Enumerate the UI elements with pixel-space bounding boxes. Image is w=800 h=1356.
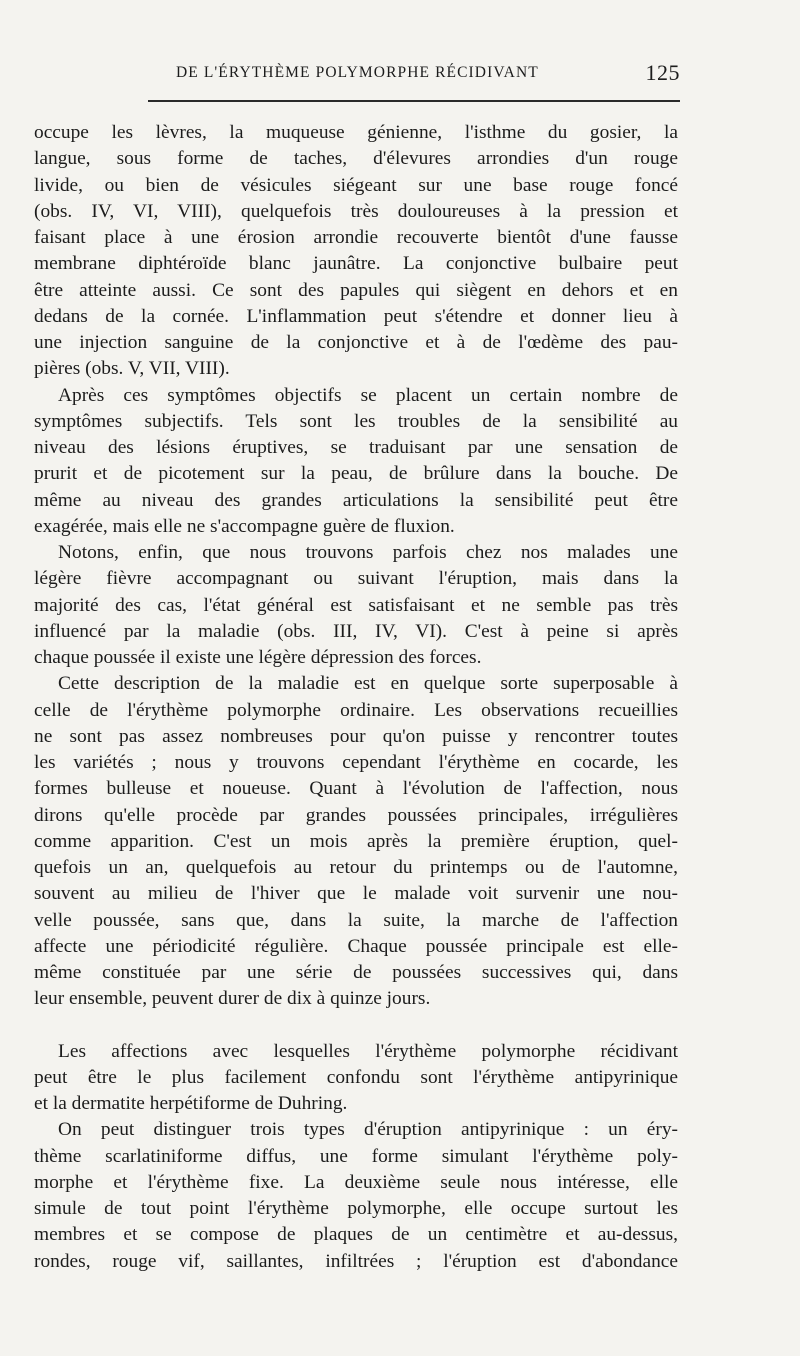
text-line: prurit et de picotement sur la peau, de brûlure dans la bouche. De: [34, 463, 678, 485]
text-line: Notons, enfin, que nous trouvons parfois chez nos malades une: [58, 542, 678, 563]
text-line: même au niveau des grandes articulations la sensibilité peut être: [34, 489, 678, 511]
text-line: Cette description de la maladie est en quelque sorte superposable à: [58, 673, 678, 695]
text-line: membrane diphtéroïde blanc jaunâtre. La conjonctive bulbaire peut: [34, 253, 678, 275]
text-line: livide, ou bien de vésicules siégeant sur une base rouge foncé: [34, 174, 678, 196]
text-line: Les affections avec lesquelles l'érythème polymorphe récidivant: [58, 1040, 678, 1062]
text-line: même constituée par une série de poussées successives qui, dans: [34, 962, 678, 983]
text-line: et la dermatite herpétiforme de Duhring.: [34, 1093, 348, 1114]
text-line: rondes, rouge vif, saillantes, infiltrées ; l'éruption est d'abondance: [34, 1250, 678, 1272]
text-line: langue, sous forme de taches, d'élevures arrondies d'un rouge: [34, 148, 678, 170]
text-line: velle poussée, sans que, dans la suite, la marche de l'affection: [34, 909, 678, 931]
header-rule: [148, 100, 680, 102]
text-line: chaque poussée il existe une légère dépression des forces.: [34, 647, 482, 668]
text-line: leur ensemble, peuvent durer de dix à quinze jours.: [34, 988, 431, 1010]
text-line: dirons qu'elle procède par grandes poussées principales, irrégulières: [34, 804, 678, 826]
text-line: une injection sanguine de la conjonctive et à de l'œdème des pau-: [34, 332, 678, 353]
text-line: On peut distinguer trois types d'éruption antipyrinique : un éry-: [58, 1119, 678, 1141]
text-line: faisant place à une érosion arrondie recouverte bientôt d'une fausse: [34, 227, 678, 248]
running-title: DE L'ÉRYTHÈME POLYMORPHE RÉCIDIVANT: [176, 64, 539, 81]
text-line: ne sont pas assez nombreuses pour qu'on puisse y rencontrer toutes: [34, 725, 678, 747]
text-line: influencé par la maladie (obs. III, IV, VI). C'est à peine si après: [34, 620, 678, 642]
text-line: dedans de la cornée. L'inflammation peut s'étendre et donner lieu à: [34, 305, 678, 327]
text-line: (obs. IV, VI, VIII), quelquefois très douloureuses à la pression et: [34, 200, 678, 222]
text-line: morphe et l'érythème fixe. La deuxième seule nous intéresse, elle: [34, 1171, 678, 1193]
text-line: affecte une périodicité régulière. Chaque poussée principale est elle-: [34, 935, 678, 957]
text-line: pières (obs. V, VII, VIII).: [34, 358, 230, 380]
text-line: membres et se compose de plaques de un centimètre et au-dessus,: [34, 1224, 678, 1246]
text-line: thème scarlatiniforme diffus, une forme simulant l'érythème poly-: [34, 1145, 678, 1167]
text-line: légère fièvre accompagnant ou suivant l'éruption, mais dans la: [34, 568, 678, 590]
page-number: 125: [645, 60, 680, 85]
text-line: symptômes subjectifs. Tels sont les troubles de la sensibilité au: [34, 410, 678, 432]
text-line: formes bulleuse et noueuse. Quant à l'évolution de l'affection, nous: [34, 778, 678, 800]
text-line: occupe les lèvres, la muqueuse génienne, l'isthme du gosier, la: [34, 122, 678, 143]
running-header: [148, 62, 678, 88]
paragraph-gap: [34, 1013, 678, 1039]
text-line: peut être le plus facilement confondu sont l'érythème antipyrinique: [34, 1066, 678, 1088]
text-line: majorité des cas, l'état général est satisfaisant et ne semble pas très: [34, 594, 678, 616]
body-text: [34, 120, 678, 1275]
text-line: être atteinte aussi. Ce sont des papules qui siègent en dehors et en: [34, 279, 678, 301]
text-line: niveau des lésions éruptives, se traduisant par une sensation de: [34, 437, 678, 458]
text-line: souvent au milieu de l'hiver que le malade voit survenir une nou-: [34, 883, 678, 905]
text-line: Après ces symptômes objectifs se placent un certain nombre de: [58, 384, 678, 406]
text-line: exagérée, mais elle ne s'accompagne guère de fluxion.: [34, 515, 455, 537]
text-line: celle de l'érythème polymorphe ordinaire. Les observations recueillies: [34, 699, 678, 721]
text-line: comme apparition. C'est un mois après la première éruption, quel-: [34, 830, 678, 852]
text-line: simule de tout point l'érythème polymorphe, elle occupe surtout les: [34, 1198, 678, 1219]
text-line: quefois un an, quelquefois au retour du printemps ou de l'automne,: [34, 857, 678, 878]
text-line: les variétés ; nous y trouvons cependant l'érythème en cocarde, les: [34, 752, 678, 773]
